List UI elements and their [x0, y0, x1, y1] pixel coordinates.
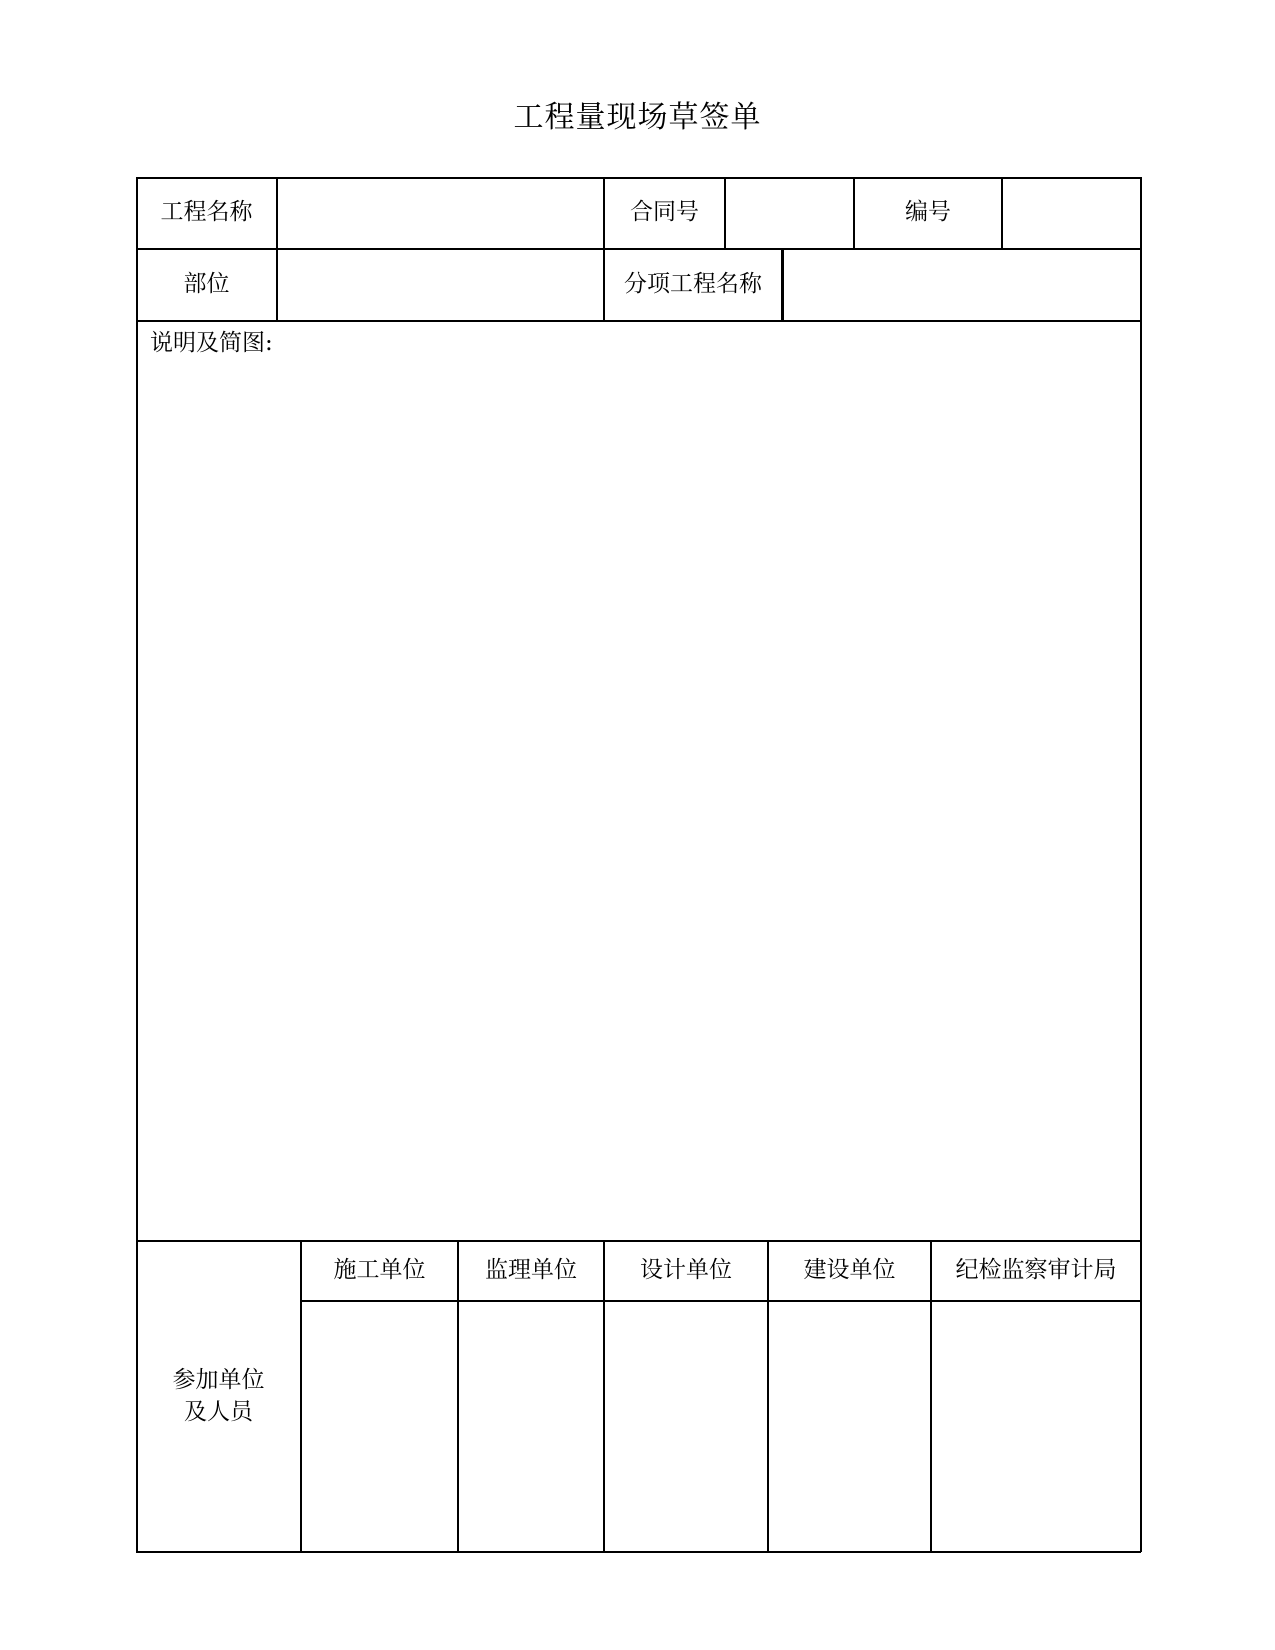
table-row-divider-2 [136, 320, 1141, 322]
location-label: 部位 [183, 271, 230, 298]
subitem-name-field[interactable] [784, 250, 1140, 320]
unit-label-audit-bureau: 纪检监察审计局 [955, 1257, 1117, 1284]
unit-label-owner: 建设单位 [803, 1257, 896, 1284]
contract-no-label: 合同号 [630, 199, 699, 226]
signature-field-owner[interactable] [769, 1302, 930, 1551]
signature-field-design[interactable] [605, 1302, 767, 1551]
serial-no-field[interactable] [1003, 178, 1140, 248]
project-name-field[interactable] [278, 178, 603, 248]
unit-label-construction: 施工单位 [333, 1257, 426, 1284]
description-area[interactable] [138, 360, 1138, 1238]
signature-field-audit-bureau[interactable] [932, 1302, 1140, 1551]
project-name-label: 工程名称 [160, 199, 253, 226]
unit-label-supervision: 监理单位 [485, 1257, 577, 1284]
table-border-right [1140, 177, 1142, 1552]
participants-label: 参加单位 及人员 [172, 1367, 265, 1425]
signature-field-construction[interactable] [302, 1302, 457, 1551]
location-field[interactable] [278, 250, 603, 320]
subitem-name-label: 分项工程名称 [624, 271, 762, 298]
signature-field-supervision[interactable] [459, 1302, 603, 1551]
serial-no-label: 编号 [905, 199, 951, 226]
document-title: 工程量现场草签单 [513, 100, 762, 135]
contract-no-field[interactable] [726, 178, 853, 248]
unit-label-design: 设计单位 [640, 1257, 732, 1284]
table-border-bottom [136, 1551, 1141, 1553]
description-label: 说明及简图: [150, 330, 273, 356]
